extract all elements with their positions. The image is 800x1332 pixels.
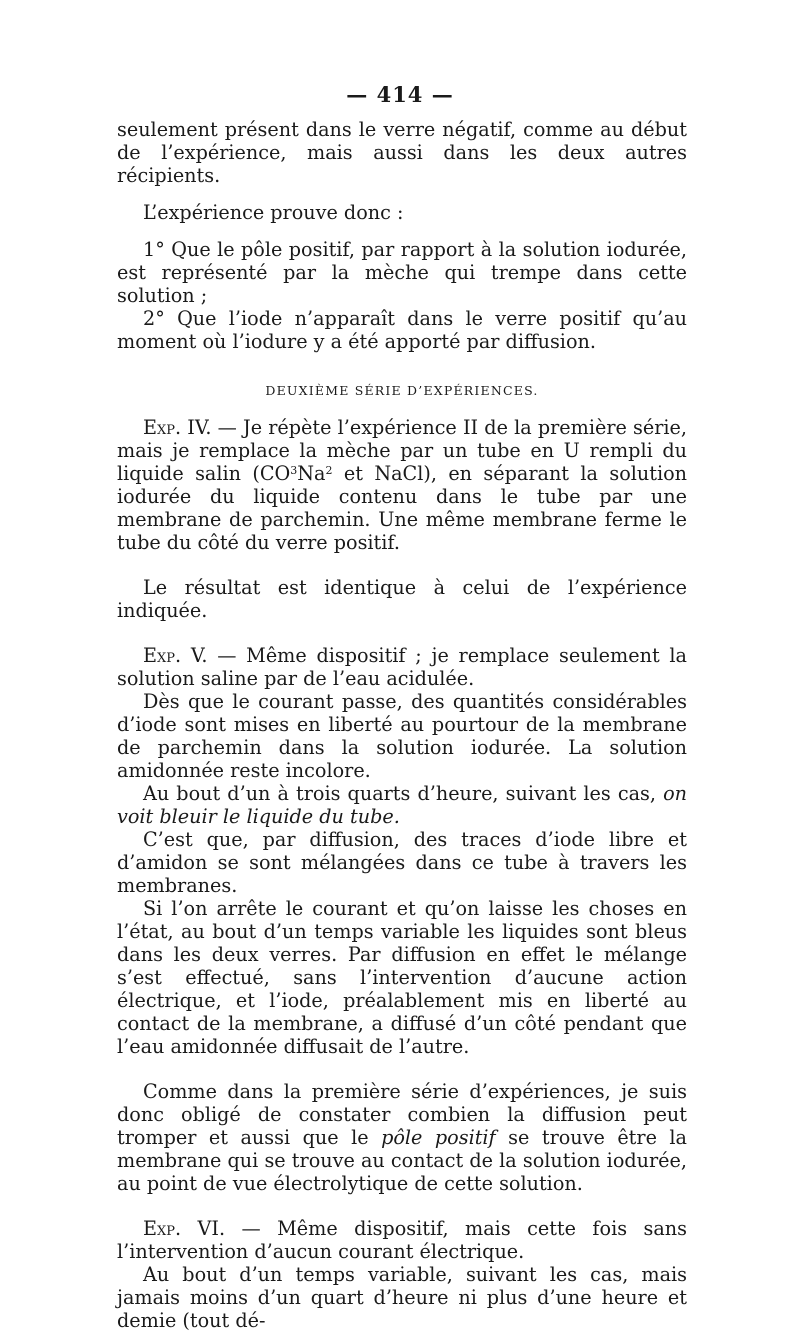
paragraph-continuation: seulement présent dans le verre négatif, comme au début de l’expérience, mais aussi dans les deux autres récipients. (117, 118, 687, 187)
paragraph-variable-time: Au bout d’un temps variable, suivant les cas, mais jamais moins d’un quart d’heure ni plus d’une heure et demie (tout dé- (117, 1263, 687, 1332)
paragraph-iodine-release: Dès que le courant passe, des quantités considérables d’iode sont mises en liberté au pourtour de la membrane de parchemin dans la solution iodurée. La solution amidonnée reste incolore. (117, 690, 687, 782)
exp-6-text: — Même dispositif, mais cette fois sans l’intervention d’aucun courant électrique. (117, 1217, 687, 1263)
page-body (117, 118, 687, 1332)
paragraph-result: Le résultat est identique à celui de l’expérience indiquée. (117, 576, 687, 622)
section-heading: DEUXIÈME SÉRIE D’EXPÉRIENCES. (265, 383, 539, 398)
exp-4-text-2: Na (297, 462, 326, 485)
paragraph-point-1: 1° Que le pôle positif, par rapport à la solution iodurée, est représenté par la mèche qui trempe dans cette solution ; (117, 238, 687, 307)
paragraph-point-2: 2° Que l’iode n’apparaît dans le verre positif qu’au moment où l’iodure y a été apporté par diffusion. (117, 307, 687, 353)
paragraph-blue-liquid (117, 782, 687, 828)
positive-pole-italic: pôle positif (381, 1126, 496, 1149)
exp-4-sup-2: 2 (325, 464, 333, 477)
paragraph-proof-intro: L’expérience prouve donc : (143, 201, 404, 224)
blue-liquid-italic: on voit bleuir le liquide du tube. (117, 782, 687, 828)
page-number: — 414 — (346, 82, 454, 107)
exp-4-sup-1: 3 (290, 464, 298, 477)
paragraph-exp-4 (117, 416, 687, 554)
exp-4-text-1: — Je répète l’expérience II de la première série, mais je remplace la mèche par un tube en U rempli du liquide salin (CO (117, 416, 688, 485)
exp-4-label: Exp. IV. (143, 416, 212, 439)
exp-5-text: — Même dispositif ; je remplace seulement la solution saline par de l’eau acidulée. (117, 644, 687, 690)
paragraph-positive-pole (117, 1080, 687, 1195)
exp-6-label: Exp. VI. (143, 1217, 226, 1240)
paragraph-exp-5 (117, 644, 687, 690)
positive-pole-text-1: Comme dans la première série d’expériences, je suis donc obligé de constater combien la diffusion peut tromper et aussi que le (117, 1080, 687, 1149)
exp-4-text-3: et NaCl), en séparant la solution iodurée du liquide contenu dans le tube par une membrane de parchemin. Une même membrane ferme le tube du côté du verre positif. (117, 462, 687, 554)
blue-liquid-text: Au bout d’un à trois quarts d’heure, suivant les cas, (143, 782, 664, 805)
positive-pole-text-2: se trouve être la membrane qui se trouve au contact de la solution iodurée, au point de vue électrolytique de cette solution. (117, 1126, 687, 1195)
paragraph-current-stopped: Si l’on arrête le courant et qu’on laisse les choses en l’état, au bout d’un temps variable les liquides sont bleus dans les deux verres. Par diffusion en effet le mélange s’est effectué, sans l’intervention d’aucune action électrique, et l’iode, préalablement mis en liberté au contact de la membrane, a diffusé d’un côté pendant que l’eau amidonnée diffusait de l’autre. (117, 897, 687, 1058)
exp-5-label: Exp. V. (143, 644, 208, 667)
paragraph-diffusion-traces: C’est que, par diffusion, des traces d’iode libre et d’amidon se sont mélangées dans ce tube à travers les membranes. (117, 828, 687, 897)
paragraph-exp-6 (117, 1217, 687, 1263)
